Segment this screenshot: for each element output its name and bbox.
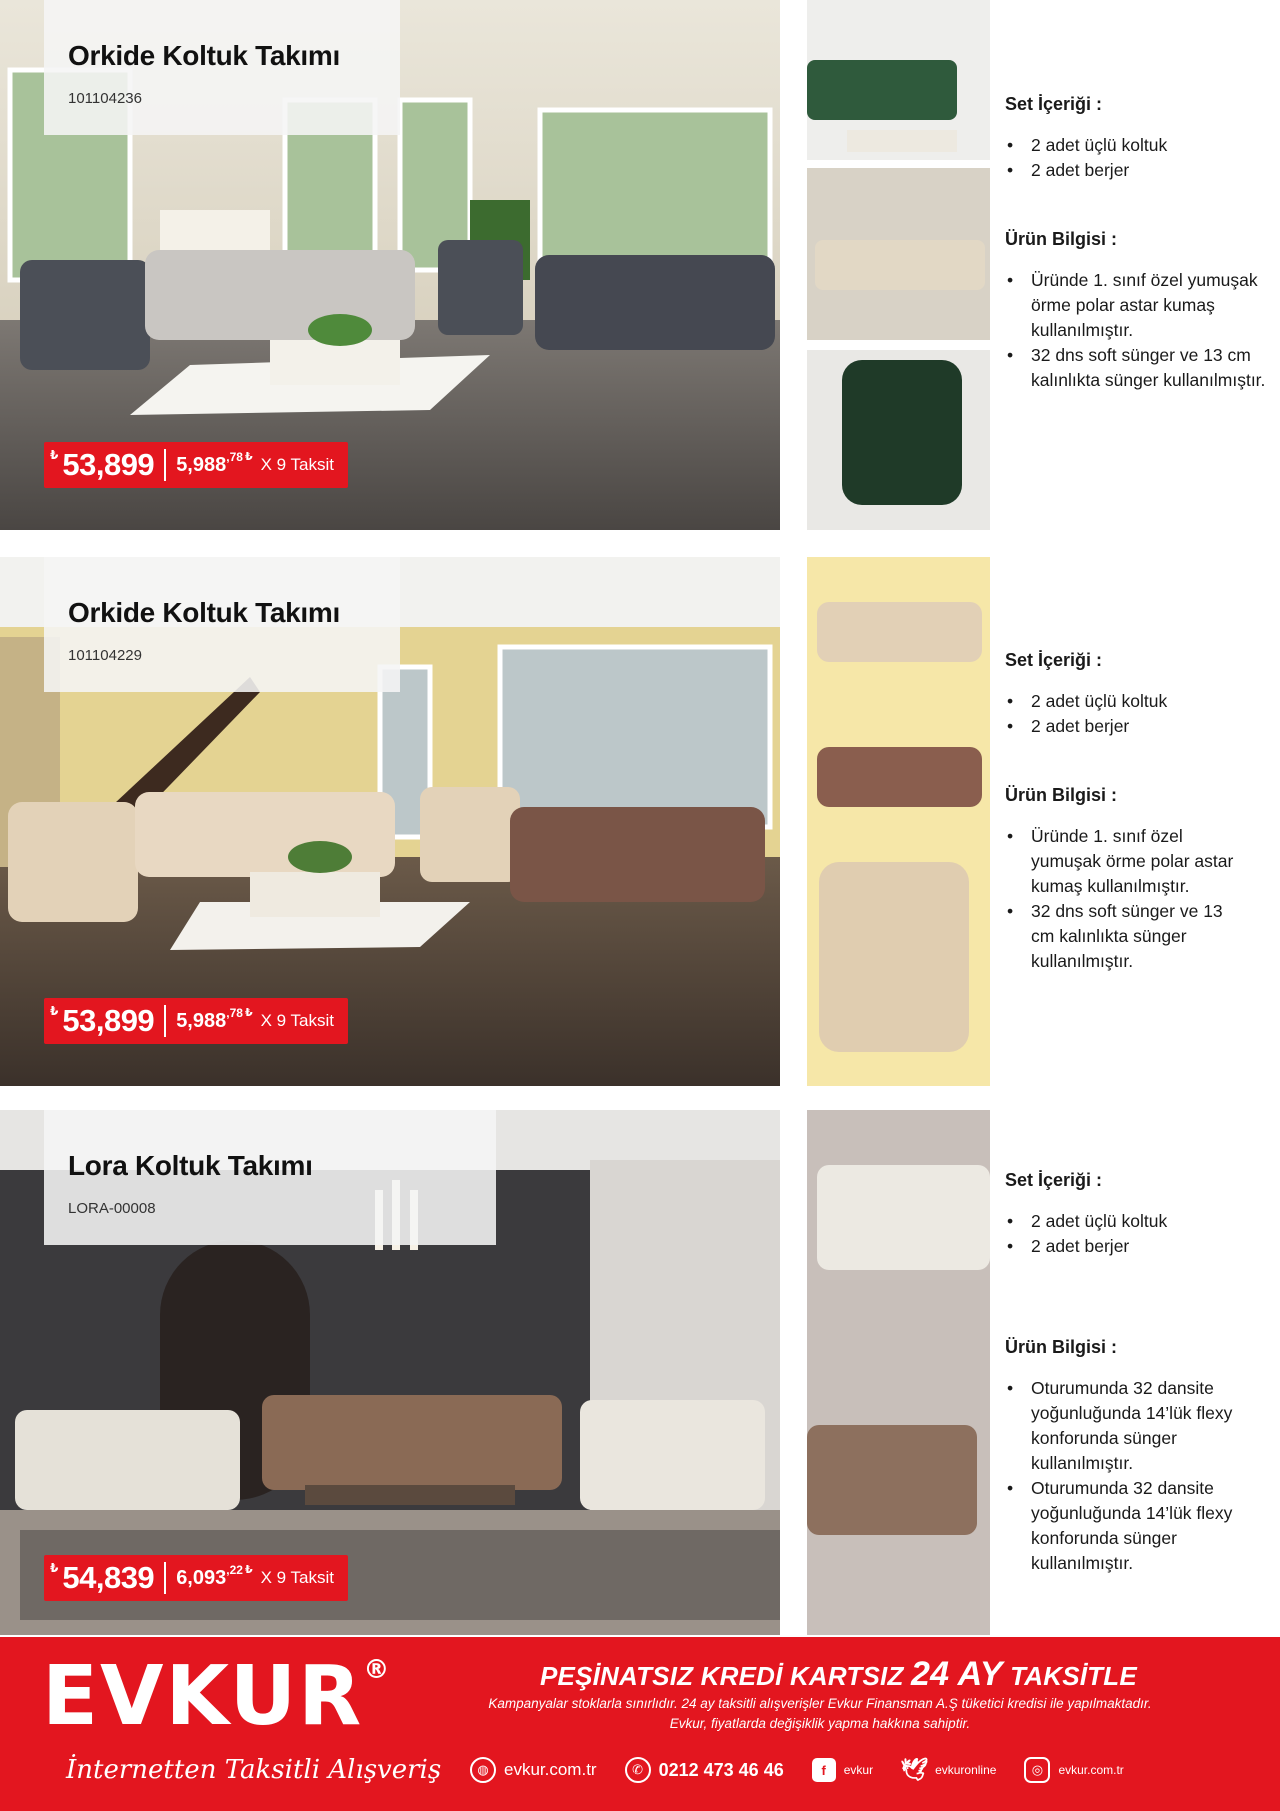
website-text: evkur.com.tr — [504, 1760, 597, 1779]
brand-logo — [42, 1649, 389, 1744]
info-list — [1005, 824, 1280, 974]
installment-label: X 9 Taksit — [260, 1011, 334, 1030]
facebook-text: evkur — [843, 1763, 874, 1777]
facebook-icon: f — [812, 1758, 836, 1782]
info-heading: Ürün Bilgisi : — [1005, 229, 1117, 249]
set-list — [1005, 1209, 1280, 1259]
currency-symbol: ₺ — [50, 1561, 59, 1575]
instagram-link[interactable] — [1024, 1757, 1123, 1783]
registered-mark: ® — [363, 1655, 390, 1685]
price-value: 53,899 — [62, 447, 155, 482]
set-heading: Set İçeriği : — [1005, 1170, 1103, 1190]
price-divider — [164, 449, 166, 481]
list-item: • 2 adet üçlü koltuk — [1005, 133, 1280, 158]
price-value: 53,899 — [62, 1003, 155, 1038]
product-code: 101104229 — [68, 647, 142, 664]
list-item: • 32 dns soft sünger ve 13 cm kalınlıkta sünger kullanılmıştır. — [1005, 343, 1280, 393]
list-item: • Üründe 1. sınıf özel yumuşak örme polar astar kumaş kullanılmıştır. — [1005, 824, 1245, 899]
info-heading: Ürün Bilgisi : — [1005, 785, 1117, 805]
set-list — [1005, 133, 1280, 183]
product-title-box — [44, 0, 400, 135]
list-item: • Oturumunda 32 dansite yoğunluğunda 14’lük flexy konforunda sünger kullanılmıştır. — [1005, 1376, 1260, 1476]
globe-icon: ◍ — [470, 1757, 496, 1783]
brand-tagline: İnternetten Taksitli Alışveriş — [66, 1755, 442, 1785]
footer-banner — [0, 1637, 1280, 1811]
product-code: LORA-00008 — [68, 1200, 156, 1217]
price-value: 54,839 — [62, 1560, 155, 1595]
installment-value: 5,988 — [176, 1009, 227, 1032]
product-info — [1005, 1168, 1280, 1576]
twitter-icon: 🕊 — [900, 1757, 929, 1782]
installment-currency: ₺ — [244, 451, 253, 463]
side-photos-illustration — [807, 1110, 990, 1635]
installment-currency: ₺ — [244, 1564, 253, 1576]
list-item: • 2 adet berjer — [1005, 714, 1280, 739]
facebook-link[interactable] — [812, 1758, 873, 1782]
side-photos-illustration — [807, 0, 990, 530]
list-item: • 2 adet berjer — [1005, 158, 1280, 183]
instagram-icon: ◎ — [1024, 1757, 1050, 1783]
list-item: • 32 dns soft sünger ve 13 cm kalınlıkta sünger kullanılmıştır. — [1005, 899, 1245, 974]
headline-post: TAKSİTLE — [1002, 1661, 1137, 1691]
price-tag — [44, 442, 348, 488]
side-product-photos — [807, 1110, 990, 1635]
product-info — [1005, 648, 1280, 974]
product-title: Orkide Koltuk Takımı — [68, 40, 340, 71]
installment-value: 5,988 — [176, 453, 227, 476]
product-title-box — [44, 1110, 496, 1245]
product-title: Lora Koltuk Takımı — [68, 1150, 313, 1181]
phone-icon: ✆ — [625, 1757, 651, 1783]
phone-link[interactable] — [625, 1757, 784, 1783]
installment-value: 6,093 — [176, 1566, 227, 1589]
set-heading: Set İçeriği : — [1005, 650, 1103, 670]
disclaimer-line-2: Evkur, fiyatlarda değişiklik yapma hakkına sahiptir. — [669, 1716, 971, 1731]
headline-pre: PEŞİNATSIZ KREDİ KARTSIZ — [540, 1661, 911, 1691]
product-title: Orkide Koltuk Takımı — [68, 597, 340, 628]
product-section-1 — [0, 0, 1280, 530]
list-item: • 2 adet üçlü koltuk — [1005, 689, 1280, 714]
brand-name: EVKUR — [42, 1649, 364, 1744]
price-tag — [44, 998, 348, 1044]
side-photos-illustration — [807, 557, 990, 1086]
info-list — [1005, 1376, 1280, 1576]
product-code: 101104236 — [68, 90, 142, 107]
instagram-text: evkur.com.tr — [1058, 1763, 1124, 1777]
currency-symbol: ₺ — [50, 448, 59, 462]
installment-decimals: ,78 — [226, 450, 243, 464]
twitter-link[interactable] — [901, 1757, 996, 1783]
list-item: • Üründe 1. sınıf özel yumuşak örme polar astar kumaş kullanılmıştır. — [1005, 268, 1280, 343]
list-item: • 2 adet üçlü koltuk — [1005, 1209, 1280, 1234]
info-heading: Ürün Bilgisi : — [1005, 1337, 1117, 1357]
phone-text: 0212 473 46 46 — [658, 1759, 784, 1780]
installment-label: X 9 Taksit — [260, 1568, 334, 1587]
side-product-photos — [807, 557, 990, 1086]
website-link[interactable] — [470, 1757, 597, 1783]
disclaimer — [415, 1694, 1225, 1734]
set-list — [1005, 689, 1280, 739]
installment-currency: ₺ — [244, 1007, 253, 1019]
contact-row — [470, 1757, 1152, 1783]
product-info — [1005, 92, 1280, 393]
price-divider — [164, 1005, 166, 1037]
info-list — [1005, 268, 1280, 393]
installment-decimals: ,22 — [226, 1563, 243, 1577]
disclaimer-line-1: Kampanyalar stoklarla sınırlıdır. 24 ay taksitli alışverişler Evkur Finansman A.Ş tüketici kredisi ile yapılmaktadır. — [488, 1696, 1152, 1711]
list-item: • 2 adet berjer — [1005, 1234, 1280, 1259]
list-item: • Oturumunda 32 dansite yoğunluğunda 14’lük flexy konforunda sünger kullanılmıştır. — [1005, 1476, 1260, 1576]
campaign-headline — [540, 1655, 1137, 1694]
installment-label: X 9 Taksit — [260, 455, 334, 474]
price-tag — [44, 1555, 348, 1601]
product-section-3 — [0, 1110, 1280, 1635]
product-section-2 — [0, 557, 1280, 1086]
price-divider — [164, 1562, 166, 1594]
currency-symbol: ₺ — [50, 1004, 59, 1018]
set-heading: Set İçeriği : — [1005, 94, 1103, 114]
side-product-photos — [807, 0, 990, 530]
installment-decimals: ,78 — [226, 1006, 243, 1020]
product-title-box — [44, 557, 400, 692]
headline-big: 24 AY — [910, 1655, 1003, 1693]
twitter-text: evkuronline — [935, 1763, 997, 1777]
